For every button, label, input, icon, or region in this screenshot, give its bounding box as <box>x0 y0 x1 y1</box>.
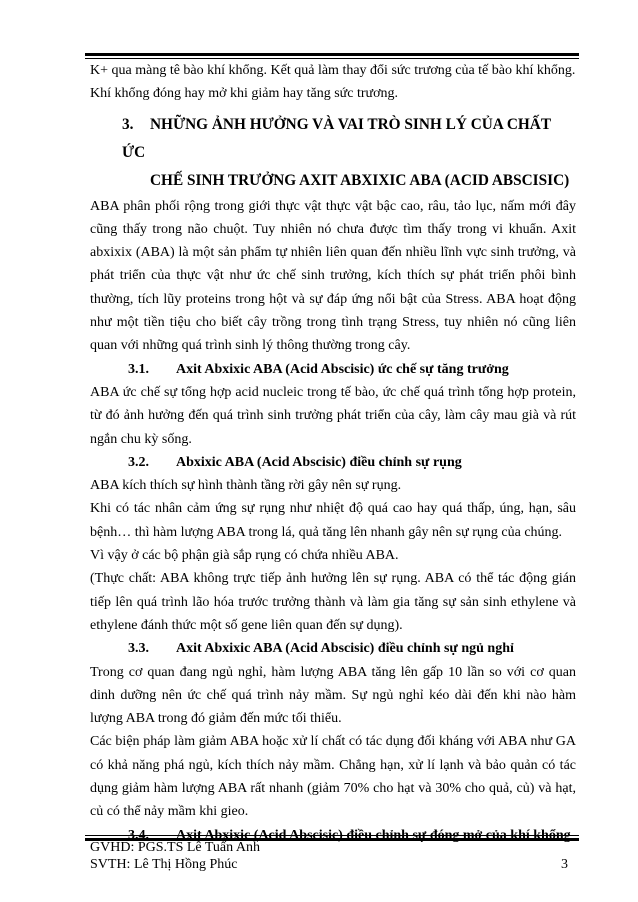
section-3-3-heading <box>90 637 576 660</box>
section-3-2-paragraph-1: ABA kích thích sự hình thành tầng rời gây nên sự rụng. <box>90 478 402 494</box>
section-3-heading <box>90 111 576 195</box>
section-3-1-paragraph: ABA ức chế sự tổng hợp acid nucleic trong tế bào, ức chế quá trình tổng hợp protein, từ đó ảnh hưởng đến quá trình sinh trưởng phát triển của cây, làm cây mau già và rút ngắn chu kỳ sống. <box>90 384 576 447</box>
section-3-3-title: Axit Abxixic ABA (Acid Abscisic) điều chỉnh sự ngủ nghỉ <box>176 641 514 657</box>
page-footer <box>90 839 576 873</box>
section-3-paragraph: ABA phân phối rộng trong giới thực vật thực vật bậc cao, râu, tảo lục, nấm mới đây cũng thấy trong não chuột. Tuy nhiên nó chưa được tìm thấy trong vi khuẩn. Axit abxixix (ABA) là một sản phẩm tự nhiên liên quan đến nhiều lĩnh vực sinh trưởng, và phát triển của thực vật như ức chế sinh trưởng, kích thích sự phát triển phôi bình thường, tích lũy proteins trong hột và sự đáp ứng nổi bật của Stress. ABA hoạt động như một tiền tiệu cho biết cây trồng trong tình trạng Stress, tuy nhiên nó cũng liên quan với những quá trình sinh lý thông thường trong cây. <box>90 198 576 354</box>
document-body <box>90 59 576 847</box>
footer-advisor: GVHD: PGS.TS Lê Tuấn Anh <box>90 840 260 855</box>
section-3-2-paragraph-3: Vì vậy ở các bộ phận già sắp rụng có chứa nhiều ABA. <box>90 548 399 564</box>
section-3-title-line-1: NHỮNG ẢNH HƯỞNG VÀ VAI TRÒ SINH LÝ CỦA CHẤT ỨC <box>122 115 551 161</box>
section-3-3-paragraph-1: Trong cơ quan đang ngủ nghỉ, hàm lượng ABA tăng lên gấp 10 lần so với cơ quan dinh dưỡng nên ức chế quá trình nảy mầm. Sự ngủ nghỉ kéo dài đến khi nào hàm lượng ABA trong đó giảm đến mức tối thiểu. <box>90 664 576 727</box>
page-number: 3 <box>561 857 568 872</box>
section-3-1-title: Axit Abxixic ABA (Acid Abscisic) ức chế sự tăng trưởng <box>176 361 509 377</box>
section-3-3-number: 3.3. <box>128 641 149 657</box>
section-3-1-heading <box>90 358 576 381</box>
section-3-title-line-2: CHẾ SINH TRƯỞNG AXIT ABXIXIC ABA (ACID ABSCISIC) <box>150 171 570 189</box>
section-3-1-number: 3.1. <box>128 361 149 377</box>
intro-line-1: K+ qua màng tê bào khí khổng. Kết quả làm thay đổi sức trương của tế bào khí khổng. <box>90 63 576 78</box>
section-3-2-paragraph-2: Khi có tác nhân cảm ứng sự rụng như nhiệt độ quá cao hay quá thấp, úng, hạn, sâu bệnh… thì hàm lượng ABA trong lá, quả tăng lên nhanh gây nên sự rụng của chúng. <box>90 501 576 540</box>
section-3-4-number: 3.4. <box>128 827 149 843</box>
section-3-2-title: Abxixic ABA (Acid Abscisic) điều chỉnh sự rụng <box>176 454 462 470</box>
section-3-2-number: 3.2. <box>128 454 149 470</box>
footer-student: SVTH: Lê Thị Hồng Phúc <box>90 857 238 872</box>
section-3-3-paragraph-2: Các biện pháp làm giảm ABA hoặc xử lí chất có tác dụng đối kháng với ABA như GA có khả năng phá ngủ, kích thích nảy mầm. Chẳng hạn, xử lí lạnh và bảo quản có tác dụng giảm hàm lượng ABA rất nhanh (giảm 70% cho hạt và 30% cho quả, củ) và hạt, củ có thể nảy mầm khi gieo. <box>90 734 576 820</box>
section-3-number: 3. <box>122 115 134 133</box>
section-3-2-paragraph-4: (Thực chất: ABA không trực tiếp ảnh hưởng lên sự rụng. ABA có thể tác động gián tiếp lên quá trình lão hóa trước trưởng thành và làm gia tăng sự sản sinh ethylene và ethylene đánh thức một số gene liên quan đến sự dụng). <box>90 571 576 633</box>
section-3-4-title: Axit Abxixic (Acid Abscisic) điều chỉnh sự đóng mở của khí khổng <box>176 827 571 843</box>
section-3-2-heading <box>90 451 576 474</box>
intro-line-2: Khí khổng đóng hay mở khi giảm hay tăng sức trương. <box>90 86 398 102</box>
